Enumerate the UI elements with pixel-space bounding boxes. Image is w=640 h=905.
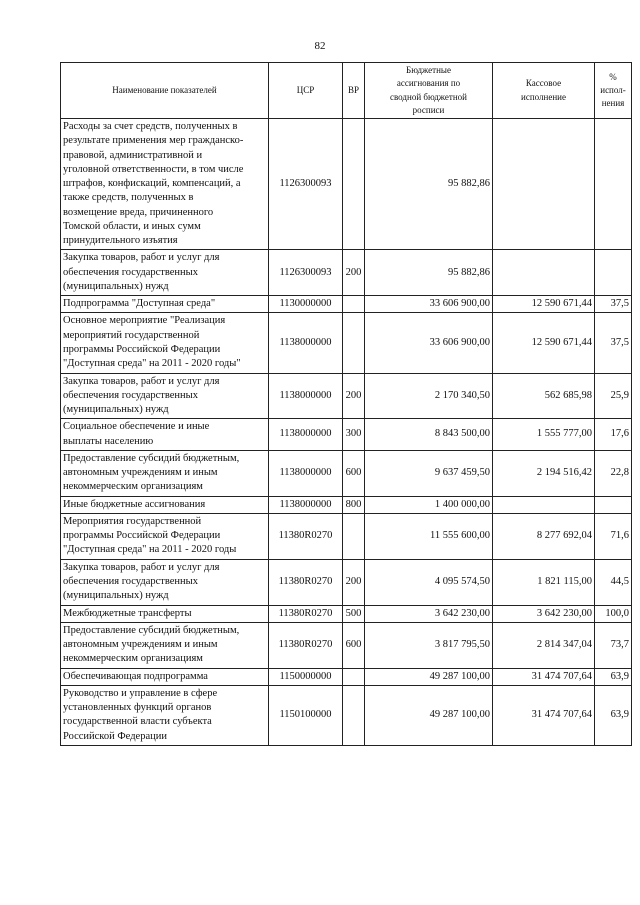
row-name-cell: Закупка товаров, работ и услуг для обеспечения государственных (муниципальных) нужд — [61, 559, 269, 605]
row-name-cell: Предоставление субсидий бюджетным, автономным учреждениям и иным некоммерческим организациям — [61, 622, 269, 668]
row-name-cell: Иные бюджетные ассигнования — [61, 496, 269, 513]
table-row — [61, 513, 632, 559]
row-name-cell: Социальное обеспечение и иные выплаты населению — [61, 419, 269, 451]
header-vr: ВР — [343, 63, 365, 119]
row-pct-cell: 25,9 — [595, 373, 632, 419]
row-vr-cell: 600 — [343, 622, 365, 668]
row-cash-cell: 12 590 671,44 — [493, 296, 595, 313]
row-name-cell: Межбюджетные трансферты — [61, 605, 269, 622]
row-pct-cell: 37,5 — [595, 296, 632, 313]
row-csr-cell: 1138000000 — [269, 450, 343, 496]
row-budget-cell: 11 555 600,00 — [365, 513, 493, 559]
row-pct-cell — [595, 496, 632, 513]
row-cash-cell: 8 277 692,04 — [493, 513, 595, 559]
table-row — [61, 496, 632, 513]
row-csr-cell: 1138000000 — [269, 419, 343, 451]
row-vr-cell: 500 — [343, 605, 365, 622]
row-pct-cell: 22,8 — [595, 450, 632, 496]
row-pct-cell: 63,9 — [595, 685, 632, 745]
row-csr-cell: 1138000000 — [269, 496, 343, 513]
table-row — [61, 605, 632, 622]
row-csr-cell: 1150100000 — [269, 685, 343, 745]
row-vr-cell: 300 — [343, 419, 365, 451]
table-row — [61, 419, 632, 451]
row-csr-cell: 11380R0270 — [269, 559, 343, 605]
row-vr-cell: 200 — [343, 250, 365, 296]
row-budget-cell: 2 170 340,50 — [365, 373, 493, 419]
row-pct-cell: 37,5 — [595, 313, 632, 373]
row-pct-cell — [595, 119, 632, 250]
row-vr-cell — [343, 513, 365, 559]
row-cash-cell: 3 642 230,00 — [493, 605, 595, 622]
row-cash-cell: 562 685,98 — [493, 373, 595, 419]
budget-execution-table — [60, 62, 632, 746]
row-budget-cell: 33 606 900,00 — [365, 296, 493, 313]
row-name-cell: Подпрограмма "Доступная среда" — [61, 296, 269, 313]
row-csr-cell: 11380R0270 — [269, 513, 343, 559]
row-cash-cell: 12 590 671,44 — [493, 313, 595, 373]
row-budget-cell: 8 843 500,00 — [365, 419, 493, 451]
row-pct-cell: 63,9 — [595, 668, 632, 685]
row-cash-cell — [493, 250, 595, 296]
table-row — [61, 373, 632, 419]
row-csr-cell: 11380R0270 — [269, 622, 343, 668]
row-csr-cell: 1130000000 — [269, 296, 343, 313]
row-name-cell: Мероприятия государственной программы Российской Федерации "Доступная среда" на 2011 - 2020 годы — [61, 513, 269, 559]
row-csr-cell: 1138000000 — [269, 373, 343, 419]
row-name-cell: Расходы за счет средств, полученных в результате применения мер гражданско- правовой, административной и уголовной ответственности, в том числе штрафов, конфискаций, компенсаций, а также средств, полученных в возмещение вреда, причиненного Томской области, и иных сумм принудительного изъятия — [61, 119, 269, 250]
row-vr-cell: 600 — [343, 450, 365, 496]
row-budget-cell: 49 287 100,00 — [365, 685, 493, 745]
table-row — [61, 668, 632, 685]
row-csr-cell: 1126300093 — [269, 250, 343, 296]
row-cash-cell: 2 194 516,42 — [493, 450, 595, 496]
row-csr-cell: 1126300093 — [269, 119, 343, 250]
header-pct: % испол- нения — [595, 63, 632, 119]
header-name: Наименование показателей — [61, 63, 269, 119]
row-vr-cell — [343, 685, 365, 745]
row-csr-cell: 11380R0270 — [269, 605, 343, 622]
row-name-cell: Предоставление субсидий бюджетным, автономным учреждениям и иным некоммерческим организациям — [61, 450, 269, 496]
header-budget: Бюджетные ассигнования по сводной бюджетной росписи — [365, 63, 493, 119]
row-budget-cell: 33 606 900,00 — [365, 313, 493, 373]
row-name-cell: Основное мероприятие "Реализация мероприятий государственной программы Российской Федерации "Доступная среда" на 2011 - 2020 годы" — [61, 313, 269, 373]
page-number: 82 — [314, 40, 326, 52]
row-budget-cell: 1 400 000,00 — [365, 496, 493, 513]
row-pct-cell — [595, 250, 632, 296]
row-budget-cell: 95 882,86 — [365, 119, 493, 250]
row-name-cell: Закупка товаров, работ и услуг для обеспечения государственных (муниципальных) нужд — [61, 250, 269, 296]
row-budget-cell: 3 817 795,50 — [365, 622, 493, 668]
row-budget-cell: 95 882,86 — [365, 250, 493, 296]
row-name-cell: Руководство и управление в сфере установленных функций органов государственной власти субъекта Российской Федерации — [61, 685, 269, 745]
table-row — [61, 119, 632, 250]
row-cash-cell: 31 474 707,64 — [493, 685, 595, 745]
table-row — [61, 622, 632, 668]
row-pct-cell: 73,7 — [595, 622, 632, 668]
row-cash-cell: 31 474 707,64 — [493, 668, 595, 685]
row-csr-cell: 1150000000 — [269, 668, 343, 685]
row-vr-cell — [343, 296, 365, 313]
row-cash-cell: 1 821 115,00 — [493, 559, 595, 605]
row-vr-cell — [343, 119, 365, 250]
row-vr-cell — [343, 668, 365, 685]
table-row — [61, 296, 632, 313]
table-header-row — [61, 63, 632, 119]
row-cash-cell — [493, 496, 595, 513]
table-row — [61, 450, 632, 496]
header-csr: ЦСР — [269, 63, 343, 119]
row-pct-cell: 44,5 — [595, 559, 632, 605]
row-cash-cell: 2 814 347,04 — [493, 622, 595, 668]
table-row — [61, 250, 632, 296]
header-cash: Кассовое исполнение — [493, 63, 595, 119]
row-pct-cell: 17,6 — [595, 419, 632, 451]
row-budget-cell: 9 637 459,50 — [365, 450, 493, 496]
table-row — [61, 685, 632, 745]
row-budget-cell: 3 642 230,00 — [365, 605, 493, 622]
row-cash-cell — [493, 119, 595, 250]
row-pct-cell: 100,0 — [595, 605, 632, 622]
row-name-cell: Обеспечивающая подпрограмма — [61, 668, 269, 685]
table-row — [61, 313, 632, 373]
row-vr-cell: 200 — [343, 373, 365, 419]
row-budget-cell: 4 095 574,50 — [365, 559, 493, 605]
row-cash-cell: 1 555 777,00 — [493, 419, 595, 451]
table-row — [61, 559, 632, 605]
row-pct-cell: 71,6 — [595, 513, 632, 559]
row-vr-cell: 200 — [343, 559, 365, 605]
row-name-cell: Закупка товаров, работ и услуг для обеспечения государственных (муниципальных) нужд — [61, 373, 269, 419]
row-vr-cell: 800 — [343, 496, 365, 513]
row-csr-cell: 1138000000 — [269, 313, 343, 373]
row-budget-cell: 49 287 100,00 — [365, 668, 493, 685]
row-vr-cell — [343, 313, 365, 373]
